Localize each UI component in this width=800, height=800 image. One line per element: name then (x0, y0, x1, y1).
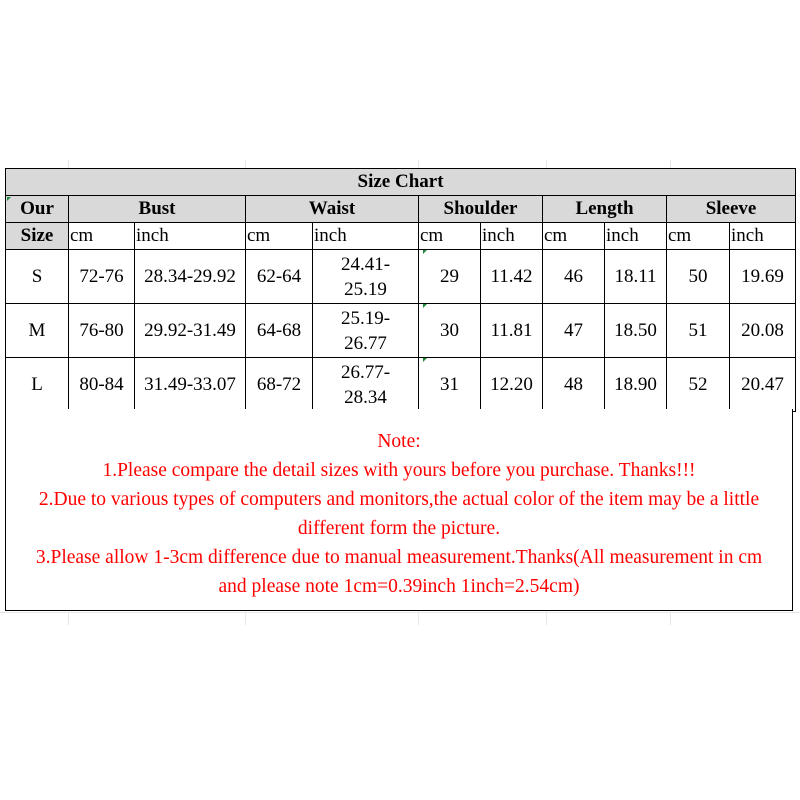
unit-length-cm: cm (543, 223, 605, 250)
unit-waist-cm: cm (246, 223, 313, 250)
shoulder-inch-cell: 11.81 (481, 304, 543, 358)
length-cm-cell: 46 (543, 250, 605, 304)
waist-cm-cell: 64-68 (246, 304, 313, 358)
size-chart (5, 168, 795, 612)
length-cm-cell: 47 (543, 304, 605, 358)
shoulder-inch-cell: 12.20 (481, 358, 543, 412)
waist-cm-cell: 62-64 (246, 250, 313, 304)
waist-inch-line1: 25.19- (340, 307, 391, 329)
length-inch-cell: 18.50 (605, 304, 667, 358)
sleeve-cm-cell: 52 (667, 358, 730, 412)
size-cell: S (6, 250, 69, 304)
table-row (6, 304, 796, 358)
bust-inch-cell: 29.92-31.49 (135, 304, 246, 358)
unit-shoulder-cm: cm (419, 223, 481, 250)
table-row (6, 358, 796, 412)
bust-cm-cell: 72-76 (69, 250, 135, 304)
waist-inch-line2: 26.77 (344, 332, 387, 354)
unit-sleeve-inch: inch (730, 223, 796, 250)
bust-cm-cell: 80-84 (69, 358, 135, 412)
sleeve-inch-cell: 20.47 (730, 358, 796, 412)
header-length: Length (543, 196, 667, 223)
shoulder-cm-cell: 30 (419, 304, 481, 358)
header-shoulder: Shoulder (419, 196, 543, 223)
sleeve-cm-cell: 50 (667, 250, 730, 304)
header-size: Size (6, 223, 69, 250)
bust-inch-cell: 28.34-29.92 (135, 250, 246, 304)
waist-inch-line1: 26.77- (340, 361, 391, 383)
note-box (5, 409, 793, 611)
shoulder-cm-cell: 29 (419, 250, 481, 304)
sleeve-inch-cell: 20.08 (730, 304, 796, 358)
sleeve-inch-cell: 19.69 (730, 250, 796, 304)
table-row (6, 250, 796, 304)
bust-cm-cell: 76-80 (69, 304, 135, 358)
unit-length-inch: inch (605, 223, 667, 250)
note-line: different form the picture. (297, 518, 501, 539)
waist-inch-cell (313, 304, 419, 358)
unit-sleeve-cm: cm (667, 223, 730, 250)
header-sleeve: Sleeve (667, 196, 796, 223)
bust-inch-cell: 31.49-33.07 (135, 358, 246, 412)
unit-bust-inch: inch (135, 223, 246, 250)
waist-inch-cell (313, 358, 419, 412)
unit-waist-inch: inch (313, 223, 419, 250)
chart-title: Size Chart (6, 169, 796, 196)
cell-marker (423, 250, 427, 254)
header-waist: Waist (246, 196, 419, 223)
cell-marker (423, 358, 427, 362)
sleeve-cm-cell: 51 (667, 304, 730, 358)
shoulder-inch-cell: 11.42 (481, 250, 543, 304)
unit-shoulder-inch: inch (481, 223, 543, 250)
header-bust: Bust (69, 196, 246, 223)
length-inch-cell: 18.11 (605, 250, 667, 304)
note-line: 3.Please allow 1-3cm difference due to manual measurement.Thanks(All measurement in cm (35, 547, 763, 568)
note-line: and please note 1cm=0.39inch 1inch=2.54cm) (218, 576, 580, 597)
cell-marker (7, 197, 11, 201)
size-cell: M (6, 304, 69, 358)
waist-cm-cell: 68-72 (246, 358, 313, 412)
cell-marker (423, 304, 427, 308)
unit-bust-cm: cm (69, 223, 135, 250)
size-cell: L (6, 358, 69, 412)
size-table (5, 168, 796, 412)
note-heading: Note: (377, 431, 421, 452)
note-line: 1.Please compare the detail sizes with yours before you purchase. Thanks!!! (102, 460, 696, 481)
length-cm-cell: 48 (543, 358, 605, 412)
header-our: Our (6, 196, 69, 223)
length-inch-cell: 18.90 (605, 358, 667, 412)
waist-inch-line2: 28.34 (344, 386, 387, 408)
waist-inch-cell (313, 250, 419, 304)
waist-inch-line1: 24.41- (340, 253, 391, 275)
note-line: 2.Due to various types of computers and monitors,the actual color of the item may be a little (38, 489, 760, 510)
waist-inch-line2: 25.19 (344, 278, 387, 300)
shoulder-cm-cell: 31 (419, 358, 481, 412)
